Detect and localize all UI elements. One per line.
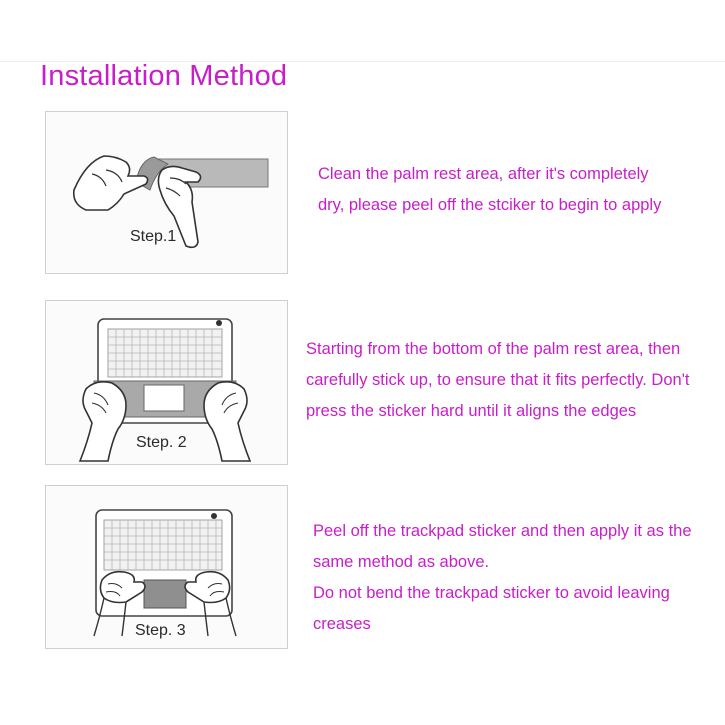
step-2-label: Step. 2 (136, 434, 187, 451)
step-3-description (313, 516, 692, 640)
step-3-panel (45, 485, 288, 649)
hands-peeling-sticker-icon (46, 112, 287, 273)
step-2-description (306, 334, 689, 427)
step-3-line: Do not bend the trackpad sticker to avoid leaving (313, 584, 670, 602)
step-3-line: Peel off the trackpad sticker and then apply it as the (313, 522, 692, 540)
step-1-line: dry, please peel off the stciker to begin to apply (318, 196, 662, 214)
step-1-description (318, 159, 661, 221)
step-3-line: creases (313, 615, 371, 633)
step-3-line: same method as above. (313, 553, 490, 571)
page-title: Installation Method (40, 60, 288, 92)
step-3-label: Step. 3 (135, 622, 186, 639)
step-2-line: Starting from the bottom of the palm rest area, then (306, 340, 681, 358)
step-2-line: press the sticker hard until it aligns the edges (306, 402, 637, 420)
step-1-panel (45, 111, 288, 274)
step-1-label: Step.1 (130, 228, 177, 245)
step-1-line: Clean the palm rest area, after it's completely (318, 165, 649, 183)
step-2-panel (45, 300, 288, 465)
step-2-line: carefully stick up, to ensure that it fits perfectly. Don't (306, 371, 690, 389)
